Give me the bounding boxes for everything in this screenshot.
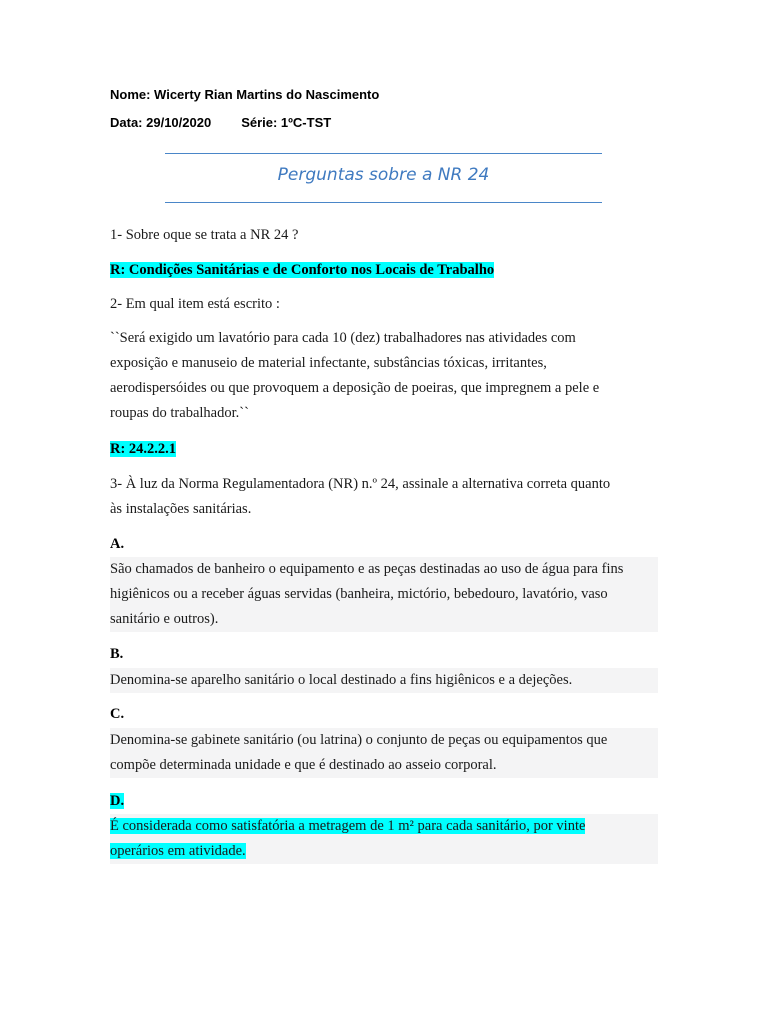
quote-line-1: ``Será exigido um lavatório para cada 10 (dez) trabalhadores nas atividades com (110, 330, 576, 346)
option-d-letter (110, 789, 124, 814)
option-b-line-1: Denomina-se aparelho sanitário o local destinado a fins higiênicos e a dejeções. (110, 672, 573, 688)
quote-line-3: aerodispersóides ou que provoquem a deposição de poeiras, que impregnem a pele e (110, 380, 600, 396)
option-b-letter: B. (110, 646, 124, 662)
question-3-line-2: às instalações sanitárias. (110, 501, 252, 517)
option-d-line-1-highlight: É considerada como satisfatória a metragem de 1 m² para cada sanitário, por vinte (110, 818, 586, 834)
title-rule-top (165, 153, 602, 154)
option-a-line-2: higiênicos ou a receber águas servidas (banheira, mictório, bebedouro, lavatório, vaso (110, 586, 608, 602)
option-d-line-1 (110, 814, 658, 839)
option-c-line-2: compõe determinada unidade e que é destinado ao asseio corporal. (110, 757, 497, 773)
question-3-line-1: 3- À luz da Norma Regulamentadora (NR) n.º 24, assinale a alternativa correta quanto (110, 476, 611, 492)
quote-line-4: roupas do trabalhador.`` (110, 405, 249, 421)
answer-2 (110, 437, 176, 462)
page-title: Perguntas sobre a NR 24 (277, 165, 490, 185)
option-d-line-2-highlight: operários em atividade. (110, 843, 246, 859)
option-b-text (110, 668, 658, 693)
date-serie-line (110, 115, 331, 130)
quote-line-2: exposição e manuseio de material infectante, substâncias tóxicas, irritantes, (110, 355, 547, 371)
question-2: 2- Em qual item está escrito : (110, 296, 280, 312)
option-a-text (110, 557, 658, 632)
option-c-letter: C. (110, 706, 125, 722)
option-a-line-3: sanitário e outros). (110, 611, 219, 627)
option-c-text (110, 728, 658, 778)
option-d-text (110, 814, 658, 864)
option-d-line-2 (110, 839, 658, 864)
answer-1 (110, 258, 494, 283)
student-name: Nome: Wicerty Rian Martins do Nascimento (110, 87, 380, 102)
question-1: 1- Sobre oque se trata a NR 24 ? (110, 227, 299, 243)
answer-2-highlight: R: 24.2.2.1 (110, 441, 177, 457)
option-a-letter: A. (110, 536, 125, 552)
option-a-line-1: São chamados de banheiro o equipamento e as peças destinadas ao uso de água para fins (110, 561, 624, 577)
option-c-line-1: Denomina-se gabinete sanitário (ou latrina) o conjunto de peças ou equipamentos que (110, 732, 608, 748)
answer-1-highlight: R: Condições Sanitárias e de Conforto nos Locais de Trabalho (110, 262, 495, 278)
option-d-letter-highlight: D. (110, 793, 125, 809)
date-field: Data: 29/10/2020 (110, 115, 212, 130)
title-rule-bottom (165, 202, 602, 203)
serie-field: Série: 1ºC-TST (241, 115, 332, 130)
